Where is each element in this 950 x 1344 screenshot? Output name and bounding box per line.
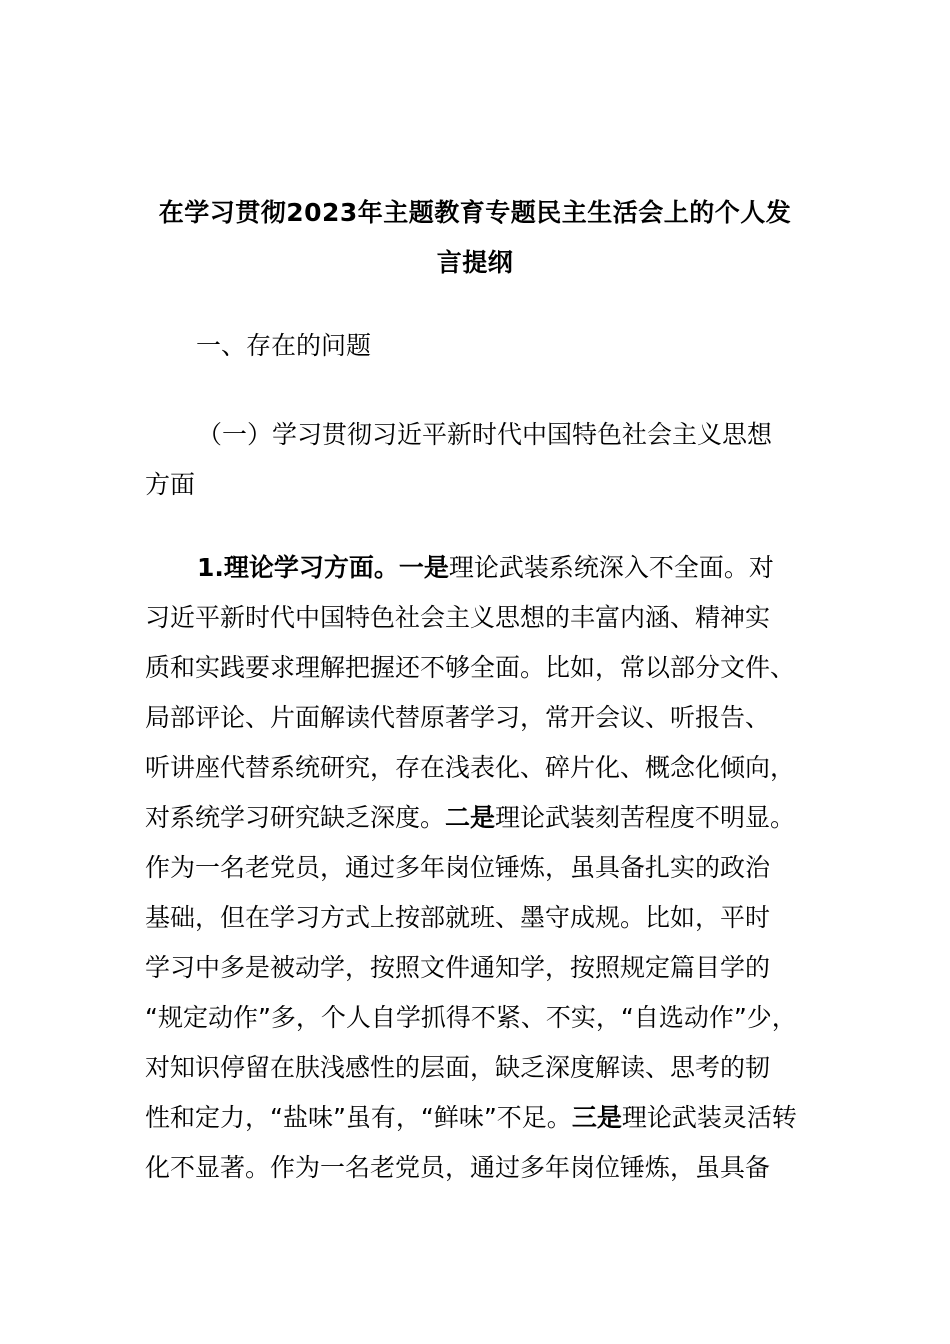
document-title xyxy=(140,188,810,288)
point-marker: 一是 xyxy=(398,553,449,582)
point-marker: 二是 xyxy=(445,803,496,832)
paragraph-line: 听讲座代替系统研究，存在浅表化、碎片化、概念化倾向， xyxy=(145,753,796,782)
paragraph-line: 局部评论、片面解读代替原著学习，常开会议、听报告、 xyxy=(145,703,771,732)
text-run: 理论武装刻苦程度不明显。 xyxy=(495,803,796,832)
point-marker: 三是 xyxy=(571,1103,622,1132)
paragraph-line: 习近平新时代中国特色社会主义思想的丰富内涵、精神实 xyxy=(145,603,771,632)
subsection-heading xyxy=(145,410,805,510)
lead-heading: 1.理论学习方面。 xyxy=(197,553,399,582)
title-line-2: 言提纲 xyxy=(436,248,514,277)
body-paragraph xyxy=(145,543,810,1193)
text-run: 性和定力，“盐味”虽有，“鲜味”不足。 xyxy=(145,1103,572,1132)
paragraph-line: 作为一名老党员，通过多年岗位锤炼，虽具备扎实的政治 xyxy=(145,853,771,882)
text-run: 理论武装系统深入不全面。对 xyxy=(448,553,774,582)
text-run: 对系统学习研究缺乏深度。 xyxy=(145,803,446,832)
paragraph-line: 质和实践要求理解把握还不够全面。比如，常以部分文件、 xyxy=(145,653,796,682)
paragraph-line: 学习中多是被动学，按照文件通知学，按照规定篇目学的 xyxy=(145,953,771,982)
subsection-heading-line-2: 方面 xyxy=(145,470,196,499)
paragraph-line: 化不显著。作为一名老党员，通过多年岗位锤炼，虽具备 xyxy=(145,1153,771,1182)
title-line-1: 在学习贯彻2023年主题教育专题民主生活会上的个人发 xyxy=(158,198,792,227)
paragraph-line: 基础，但在学习方式上按部就班、墨守成规。比如，平时 xyxy=(145,903,771,932)
paragraph-line xyxy=(145,793,810,843)
paragraph-line: 对知识停留在肤浅感性的层面，缺乏深度解读、思考的韧 xyxy=(145,1053,771,1082)
subsection-heading-line-1: （一）学习贯彻习近平新时代中国特色社会主义思想 xyxy=(197,420,773,449)
paragraph-line xyxy=(145,543,810,593)
paragraph-line: “规定动作”多，个人自学抓得不紧、不实，“自选动作”少， xyxy=(145,1003,797,1032)
text-run: 理论武装灵活转 xyxy=(621,1103,797,1132)
section-heading: 一、存在的问题 xyxy=(196,331,372,360)
paragraph-line xyxy=(145,1093,810,1143)
